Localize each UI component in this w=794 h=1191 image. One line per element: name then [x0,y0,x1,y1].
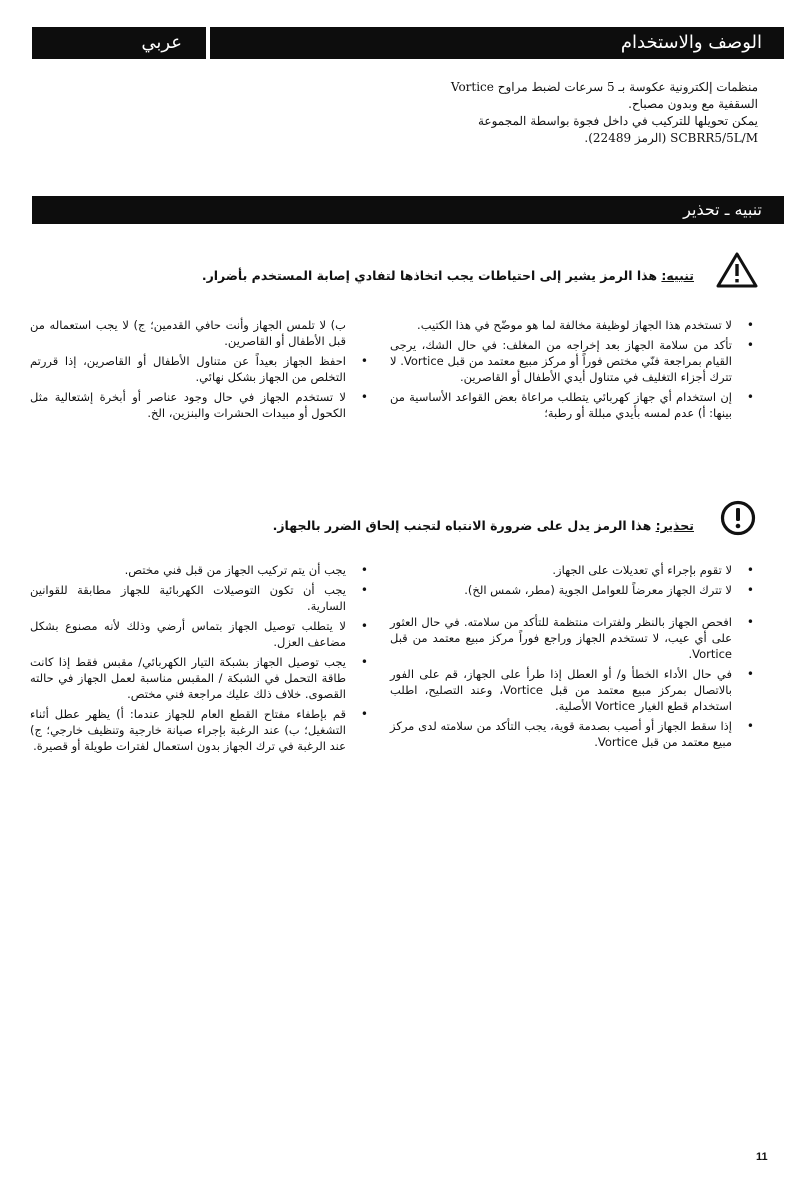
caution-list-right [390,317,758,425]
page-number: 11 [756,1151,768,1163]
warnings-header-bar [32,196,784,224]
list-item: • لا يتطلب توصيل الجهاز بتماس أرضي وذلك لأنه مصنوع بشكل مضاعف العزل. [30,618,372,650]
intro-line: السقفية مع وبدون مصباح. [628,97,758,111]
section-title-bar [210,27,784,59]
intro-text [378,79,758,147]
list-item: • قم بإطفاء مفتاح القطع العام للجهاز عندما: أ) يظهر عطل أثناء التشغيل؛ ب) عند الرغبة بإجراء صيانة خارجية وتنظيف خارجي؛ ج) عند الرغبة في ترك الجهاز بدون استعمال لفترات طويلة أو قصيرة. [30,706,372,754]
warning-text: هذا الرمز يدل على ضرورة الانتباه لتجنب إلحاق الضرر بالجهاز. [272,518,656,533]
list-item: • لا تستخدم هذا الجهاز لوظيفة مخالفة لما هو موضّح في هذا الكتيب. [390,317,758,333]
caution-list-left [30,317,372,425]
intro-line: منظمات إلكترونية عكوسة بـ 5 سرعات لضبط مراوح Vortice [450,80,758,94]
warning-lead: تحذير: [655,518,694,533]
intro-line: يمكن تحويلها للتركيب في داخل فجوة بواسطة المجموعة [477,114,758,128]
warning-statement [273,518,694,533]
list-item: • لا تقوم بإجراء أي تعديلات على الجهاز. [390,562,758,578]
list-item: • احفظ الجهاز بعيداً عن متناول الأطفال أو القاصرين، إذا قررتم التخلص من الجهاز بشكل نهائي. [30,353,372,385]
list-item: • يجب أن تكون التوصيلات الكهربائية للجهاز مطابقة للقوانين السارية. [30,582,372,614]
caution-statement [202,268,694,283]
warning-triangle-icon [716,252,758,288]
warning-list-left [30,562,372,758]
list-item: • افحص الجهاز بالنظر ولفترات منتظمة للتأكد من سلامته. في حال العثور على أي عيب، لا تستخدم الجهاز وراجع فوراً مركز مبيع معتمد من قبل Vortice. [390,614,758,662]
warning-list-right [390,562,758,754]
list-item-continued: ب) لا تلمس الجهاز وأنت حافي القدمين؛ ج) لا يجب استعماله من قبل الأطفال أو القاصرين. [30,318,346,348]
list-item: • في حال الأداء الخطأ و/ أو العطل إذا طرأ على الجهاز، قم على الفور بالاتصال بمركز مبيع معتمد من قبل Vortice، وعند التصليح، اطلب استخدام قطع الغيار Vortice الأصلية. [390,666,758,714]
list-item: • لا تستخدم الجهاز في حال وجود عناصر أو أبخرة إشتعالية مثل الكحول أو مبيدات الحشرات والبنزين، الخ. [30,389,372,421]
section-title: الوصف والاستخدام [620,32,762,53]
list-item: • إذا سقط الجهاز أو أصيب بصدمة قوية، يجب التأكد من سلامته لدى مركز مبيع معتمد من قبل Vortice. [390,718,758,750]
list-item: • يجب توصيل الجهاز بشبكة التيار الكهربائي/ مقبس فقط إذا كانت طاقة التحمل في الشبكة / المقبس مناسبة لعمل الجهاز في حالته القصوى. خلاف ذلك عليك مراجعة فني مختص. [30,654,372,702]
list-item: • إن استخدام أي جهاز كهربائي يتطلب مراعاة بعض القواعد الأساسية من بينها: أ) عدم لمسه بأيدي مبللة أو رطبة؛ [390,389,758,421]
language-bar [32,27,206,59]
warnings-header: تنبيه ـ تحذير [683,200,762,219]
list-item: • يجب أن يتم تركيب الجهاز من قبل فني مختص. [30,562,372,578]
language-label: عربي [141,32,182,53]
exclamation-circle-icon [720,500,756,536]
caution-text: هذا الرمز يشير إلى احتياطات يجب اتخاذها لتفادي إصابة المستخدم بأضرار. [201,268,662,283]
caution-lead: تنبيه: [661,268,694,283]
list-item: • تأكد من سلامة الجهاز بعد إخراجه من المغلف: في حال الشك، يرجى القيام بمراجعة فنّي مختص فوراً أو مركز مبيع معتمد من قبل Vortice. لا تترك أجزاء التغليف في متناول أيدي الأطفال أو القاصرين. [390,337,758,385]
list-item: • لا تترك الجهاز معرضاً للعوامل الجوية (مطر، شمس الخ). [390,582,758,598]
intro-line: SCBRR5/5L/M (الرمز 22489). [584,131,758,145]
